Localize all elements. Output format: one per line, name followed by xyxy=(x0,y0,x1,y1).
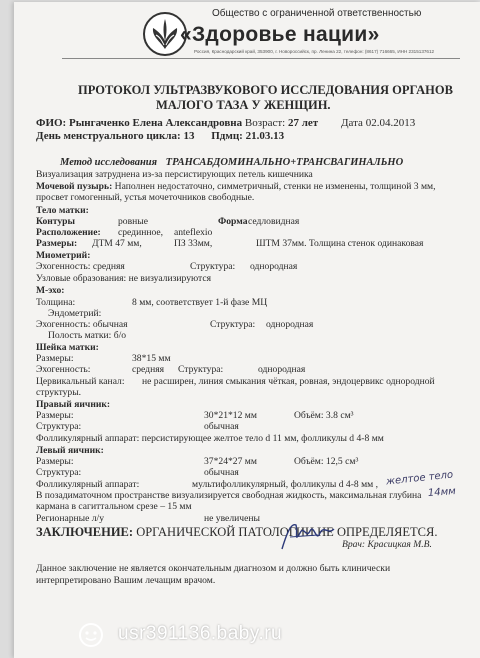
right-ovary-sizes: 30*21*12 мм xyxy=(204,410,257,421)
left-ovary-follicular: мультифолликулярный, фолликулы d 4-8 мм , xyxy=(192,479,379,490)
cervical-canal-text1: не расширен, линия смыкания чёткая, ровная, эндоцервикс однородной xyxy=(142,376,435,387)
doctor-name: Красицкая М.В. xyxy=(367,539,432,550)
method-label: Метод исследования xyxy=(60,157,158,168)
form-value: седловидная xyxy=(248,216,300,227)
retro-line1: В позадиматочном пространстве визуализируется свободная жидкость, максимальная глубина xyxy=(36,490,422,501)
doctor-label: Врач: xyxy=(342,539,366,550)
right-ovary-sizes-label: Размеры: xyxy=(36,410,74,421)
handwritten-note-line1: желтое тело xyxy=(385,469,454,488)
cycle-day-label: День менструального цикла: xyxy=(36,130,181,142)
right-ovary-structure-label: Структура: xyxy=(36,421,82,432)
method-value: ТРАНСАБДОМИНАЛЬНО+ТРАНСВАГИНАЛЬНО xyxy=(165,157,404,168)
fio-label: ФИО: xyxy=(36,117,67,129)
contours-value: ровные xyxy=(118,216,148,227)
protocol-title-line1: ПРОТОКОЛ УЛЬТРАЗВУКОВОГО ИССЛЕДОВАНИЯ ОРГАНОВ xyxy=(78,83,453,97)
endometrium-structure: однородная xyxy=(266,319,314,330)
myometrium-section: Миометрий: xyxy=(36,250,91,261)
doctor-signature xyxy=(278,519,338,553)
right-ovary-section: Правый яичник: xyxy=(36,399,111,410)
position-value2: anteflexio xyxy=(174,227,213,238)
retro-line2: кармана в сагиттальном срезе – 15 мм xyxy=(36,501,192,512)
cycle-line xyxy=(36,131,284,142)
conclusion-line xyxy=(36,526,437,539)
position-value: срединное, xyxy=(118,227,164,238)
m-echo-thickness: 8 мм, соответствует 1-й фазе МЦ xyxy=(132,297,268,308)
uterine-cavity: Полость матки: б/о xyxy=(48,330,127,341)
uterus-section: Тело матки: xyxy=(36,205,89,216)
clinic-address: Россия, Краснодарский край, 353900, г. Новороссийск, пр. Ленина 22, телефон: (8617) 716665, ИНН 2315137612 xyxy=(194,49,435,54)
org-type: Общество с ограниченной ответственностью xyxy=(212,8,422,19)
left-ovary-section: Левый яичник: xyxy=(36,445,104,456)
watermark-icon xyxy=(78,622,104,648)
lymph-label: Регионарные л/у xyxy=(36,513,105,524)
doctor-line xyxy=(342,540,432,550)
left-ovary-volume: Объём: 12,5 см³ xyxy=(294,456,359,467)
cervix-structure-label: Структура: xyxy=(178,364,224,375)
contours-label: Контуры xyxy=(36,216,76,227)
cycle-day: 13 xyxy=(183,130,195,142)
uterus-dtm: ДТМ 47 мм, xyxy=(92,238,142,249)
left-ovary-structure: обычная xyxy=(204,467,239,478)
lmp-date: 21.03.13 xyxy=(245,130,285,142)
left-ovary-follicular-label: Фолликулярный аппарат: xyxy=(36,479,140,490)
myometrium-structure: однородная xyxy=(250,261,298,272)
right-ovary-structure: обычная xyxy=(204,421,239,432)
protocol-sheet xyxy=(14,2,480,658)
left-ovary-sizes: 37*24*27 мм xyxy=(204,456,257,467)
cervical-canal-label: Цервикальный канал: xyxy=(36,376,125,387)
myometrium-nodes: Узловые образования: не визуализируются xyxy=(36,273,212,284)
endometrium-structure-label: Структура: xyxy=(210,319,256,330)
cervix-section: Шейка матки: xyxy=(36,342,99,353)
uterus-sizes-label: Размеры: xyxy=(36,238,78,249)
uterus-pz: ПЗ 33мм, xyxy=(174,238,213,249)
bladder-label: Мочевой пузырь: xyxy=(36,181,113,192)
myometrium-echo: Эхогенность: средняя xyxy=(36,261,125,272)
endometrium-echo: Эхогенность: обычная xyxy=(36,319,128,330)
cervix-echo-label: Эхогенность: xyxy=(36,364,91,375)
conclusion-text: ОРГАНИЧЕСКОЙ ПАТОЛОГИИ НЕ ОПРЕДЕЛЯЕТСЯ. xyxy=(136,525,438,539)
disclaimer-line1: Данное заключение не является окончательным диагнозом и должно быть клинически xyxy=(36,563,391,574)
right-ovary-follicular: Фолликулярный аппарат: персистирующее желтое тело d 11 мм, фолликулы d 4-8 мм xyxy=(36,433,384,444)
endometrium-label: Эндометрий: xyxy=(48,308,102,319)
right-ovary-volume: Объём: 3.8 см³ xyxy=(294,410,354,421)
date-line xyxy=(341,118,415,129)
patient-age: 27 лет xyxy=(287,117,319,129)
position-label: Расположение: xyxy=(36,227,101,238)
patient-line xyxy=(36,118,318,129)
date-label: Дата xyxy=(341,117,363,129)
method-line xyxy=(60,158,403,169)
m-echo-section: М-эхо: xyxy=(36,285,65,296)
conclusion-label: ЗАКЛЮЧЕНИЕ: xyxy=(36,525,134,539)
left-ovary-structure-label: Структура: xyxy=(36,467,82,478)
brand-name: «Здоровье нации» xyxy=(180,23,380,46)
bladder-line1 xyxy=(36,182,436,192)
lmp-label: Пдмц: xyxy=(211,130,243,142)
header-divider xyxy=(62,58,460,59)
cervix-sizes-label: Размеры: xyxy=(36,353,74,364)
visualization-note: Визуализация затруднена из-за персистирующих петель кишечника xyxy=(36,169,313,180)
age-label: Возраст: xyxy=(244,117,286,129)
cervical-canal-text2: структуры. xyxy=(36,387,82,398)
cervix-structure: однородная xyxy=(258,364,306,375)
handwritten-note-line2: 14мм xyxy=(427,486,457,499)
form-label: Форма xyxy=(218,216,248,227)
left-ovary-sizes-label: Размеры: xyxy=(36,456,74,467)
watermark-text: usr391136.baby.ru xyxy=(118,623,283,644)
disclaimer-line2: интерпретировано Вашим лечащим врачом. xyxy=(36,575,216,586)
cervix-sizes: 38*15 мм xyxy=(132,353,171,364)
m-echo-thickness-label: Толщина: xyxy=(36,297,76,308)
uterus-shtm: ШТМ 37мм. Толщина стенок одинаковая xyxy=(256,238,424,249)
bladder-text1: Наполнен недостаточно, симметричный, стенки не изменены, толщиной 3 мм, xyxy=(114,181,436,192)
cervix-echo: средняя xyxy=(132,364,165,375)
protocol-title-line2: МАЛОГО ТАЗА У ЖЕНЩИН. xyxy=(156,98,331,112)
exam-date: 02.04.2013 xyxy=(365,117,416,129)
myometrium-structure-label: Структура: xyxy=(190,261,236,272)
lymph-value: не увеличены xyxy=(204,513,260,524)
patient-name: Рынгаченко Елена Александровна xyxy=(68,117,243,129)
bladder-text2: просвет гомогенный, устья мочеточников свободные. xyxy=(36,192,255,203)
